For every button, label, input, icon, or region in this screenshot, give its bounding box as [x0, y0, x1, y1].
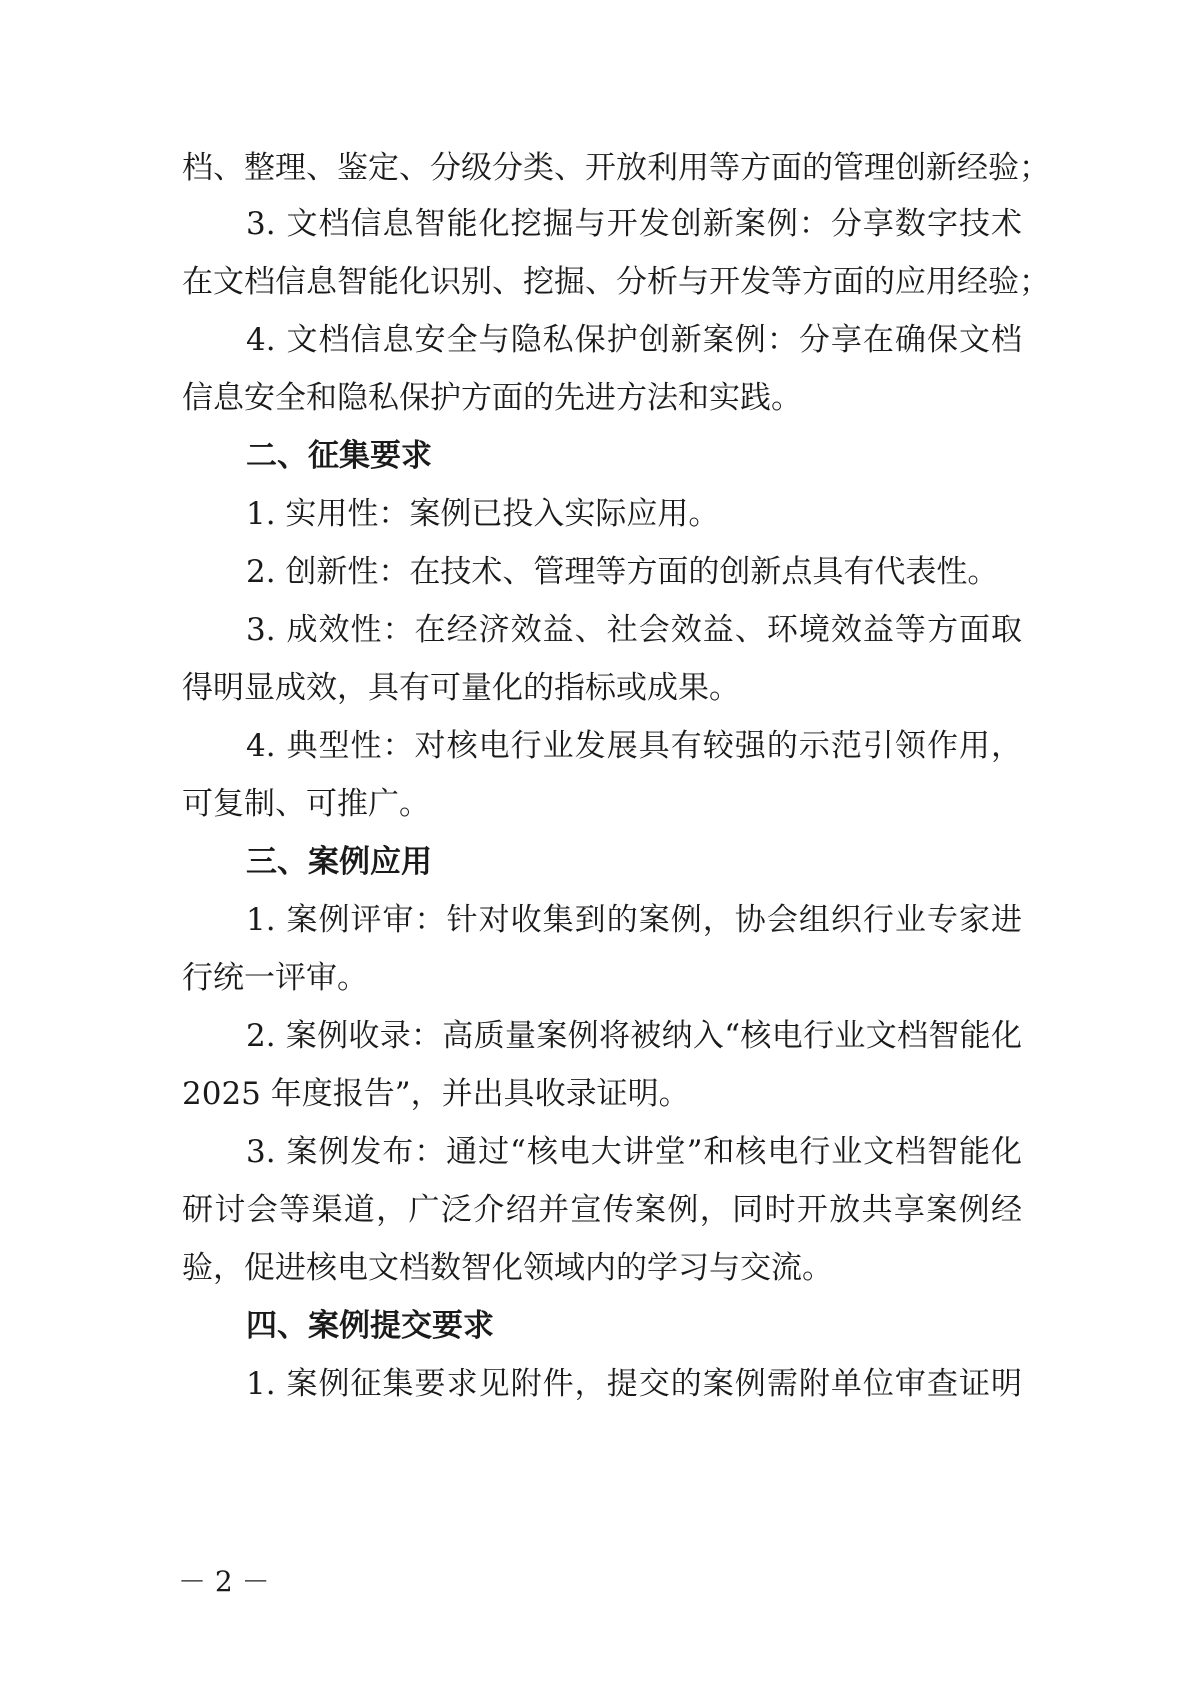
paragraph-line: 2025 年度报告”，并出具收录证明。: [182, 1076, 690, 1112]
page-number: － 2 －: [178, 1565, 270, 1598]
paragraph-line: 档、整理、鉴定、分级分类、开放利用等方面的管理创新经验；: [182, 150, 1050, 186]
paragraph-line: 1. 实用性：案例已投入实际应用。: [246, 496, 720, 532]
section-heading-submission: 四、案例提交要求: [246, 1308, 494, 1344]
paragraph-line: 得明显成效，具有可量化的指标或成果。: [182, 670, 740, 706]
paragraph-line: 2. 创新性：在技术、管理等方面的创新点具有代表性。: [246, 554, 999, 590]
paragraph-line: 行统一评审。: [182, 960, 368, 996]
paragraph-line: 1. 案例征集要求见附件，提交的案例需附单位审查证明: [246, 1366, 1022, 1402]
paragraph-line: 信息安全和隐私保护方面的先进方法和实践。: [182, 380, 802, 416]
paragraph-line: 在文档信息智能化识别、挖掘、分析与开发等方面的应用经验；: [182, 264, 1050, 300]
paragraph-line: 3. 成效性：在经济效益、社会效益、环境效益等方面取: [246, 612, 1022, 648]
section-heading-requirements: 二、征集要求: [246, 438, 432, 474]
paragraph-line: 4. 典型性：对核电行业发展具有较强的示范引领作用，: [246, 728, 1022, 764]
paragraph-line: 1. 案例评审：针对收集到的案例，协会组织行业专家进: [246, 902, 1022, 938]
paragraph-line: 验，促进核电文档数智化领域内的学习与交流。: [182, 1250, 833, 1286]
section-heading-application: 三、案例应用: [246, 844, 432, 880]
paragraph-line: 3. 文档信息智能化挖掘与开发创新案例：分享数字技术: [246, 206, 1022, 242]
paragraph-line: 研讨会等渠道，广泛介绍并宣传案例，同时开放共享案例经: [182, 1192, 1022, 1228]
paragraph-line: 3. 案例发布：通过“核电大讲堂”和核电行业文档智能化: [246, 1134, 1022, 1170]
paragraph-line: 可复制、可推广。: [182, 786, 430, 822]
paragraph-line: 4. 文档信息安全与隐私保护创新案例：分享在确保文档: [246, 322, 1022, 358]
paragraph-line: 2. 案例收录：高质量案例将被纳入“核电行业文档智能化: [246, 1018, 1022, 1054]
